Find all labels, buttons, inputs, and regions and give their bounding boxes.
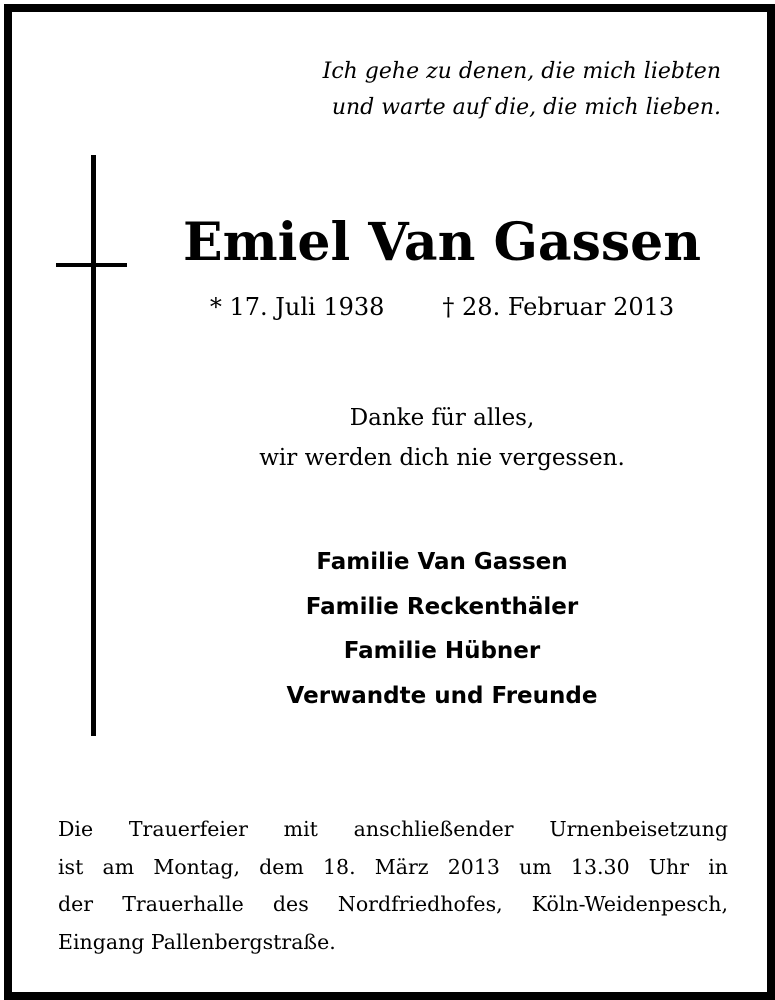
cross-icon-vertical-bar [91,155,96,736]
poem-line-1: Ich gehe zu denen, die mich liebten [322,59,721,84]
mourner-family: Familie Van Gassen [316,549,568,575]
thanks-line-2: wir werden dich nie vergessen. [259,445,625,471]
funeral-notice [58,811,728,961]
thanks-line-1: Danke für alles, [349,405,535,431]
funeral-line-3: der Trauerhalle des Nordfriedhofes, Köln-Weidenpesch, [58,892,728,916]
obituary-content [12,12,767,992]
cross-icon-horizontal-bar [56,263,127,267]
mourner-family: Familie Hübner [343,638,541,664]
poem-line-2: und warte auf die, die mich lieben. [331,95,721,120]
poem-quote [241,54,721,126]
thanks-message [142,398,742,478]
life-dates [142,290,742,324]
birth-date: * 17. Juli 1938 [209,293,385,321]
mourner-family: Familie Reckenthäler [305,593,579,620]
death-date: † 28. Februar 2013 [442,293,675,321]
mourners-list [142,540,742,718]
funeral-line-1: Die Trauerfeier mit anschließender Urnenbeisetzung [58,817,728,841]
funeral-line-2: ist am Montag, dem 18. März 2013 um 13.30 Uhr in [58,854,728,879]
mourner-family: Verwandte und Freunde [286,682,598,709]
deceased-name: Emiel Van Gassen [182,212,702,273]
funeral-line-4: Eingang Pallenbergstraße. [58,929,336,954]
obituary-border [4,4,775,1000]
